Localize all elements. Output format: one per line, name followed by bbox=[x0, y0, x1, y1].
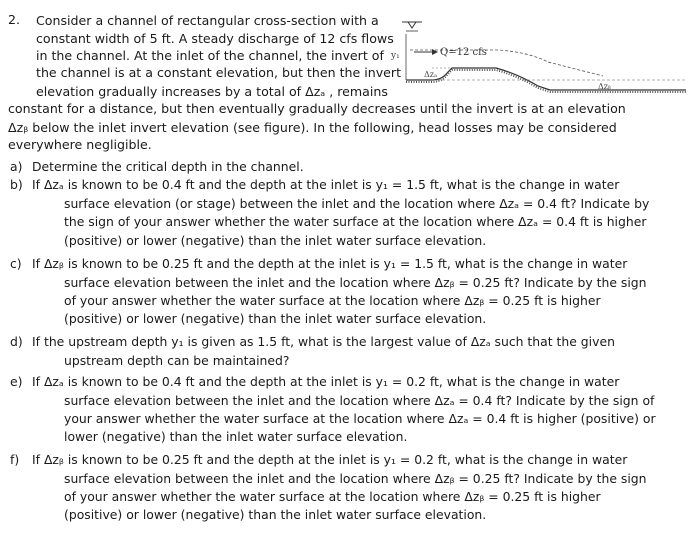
flow-label: Q=12 cfs bbox=[440, 47, 487, 58]
intro-line: elevation gradually increases by a total of Δzₐ , remains bbox=[36, 84, 388, 99]
part-label: d) bbox=[10, 334, 23, 349]
part-line: (positive) or lower (negative) than the inlet water surface elevation. bbox=[64, 233, 487, 248]
part-line: If the upstream depth y₁ is given as 1.5 ft, what is the largest value of Δzₐ such that the given bbox=[32, 334, 615, 349]
part-line: of your answer whether the water surface at the location where Δzᵦ = 0.25 ft is higher bbox=[64, 293, 601, 308]
part-line: If Δzₐ is known to be 0.4 ft and the depth at the inlet is y₁ = 0.2 ft, what is the change in water bbox=[32, 374, 620, 389]
part-label: b) bbox=[10, 177, 23, 192]
part-line: (positive) or lower (negative) than the inlet water surface elevation. bbox=[64, 311, 487, 326]
depth-label: y₁ bbox=[391, 51, 400, 61]
part-line: Determine the critical depth in the channel. bbox=[32, 159, 304, 174]
part-line: If Δzₐ is known to be 0.4 ft and the depth at the inlet is y₁ = 1.5 ft, what is the change in water bbox=[32, 177, 620, 192]
intro-line: Consider a channel of rectangular cross-section with a bbox=[36, 13, 379, 28]
part-line: surface elevation between the inlet and the location where Δzᵦ = 0.25 ft? Indicate by the sign bbox=[64, 471, 647, 486]
intro-line: in the channel. At the inlet of the channel, the invert of bbox=[36, 48, 384, 63]
part-line: your answer whether the water surface at the location where Δzₐ = 0.4 ft is higher (positive) or bbox=[64, 411, 656, 426]
part-line: of your answer whether the water surface at the location where Δzᵦ = 0.25 ft is higher bbox=[64, 489, 601, 504]
part-line: upstream depth can be maintained? bbox=[64, 353, 290, 368]
description-line: Δzᵦ below the inlet invert elevation (see figure). In the following, head losses may be considered bbox=[8, 120, 617, 135]
part-label: f) bbox=[10, 452, 20, 467]
part-line: surface elevation between the inlet and the location where Δzₐ = 0.4 ft? Indicate by the sign of bbox=[64, 393, 655, 408]
part-line: If Δzᵦ is known to be 0.25 ft and the depth at the inlet is y₁ = 1.5 ft, what is the change in water bbox=[32, 256, 628, 271]
intro-line: constant width of 5 ft. A steady discharge of 12 cfs flows bbox=[36, 31, 394, 46]
part-label: e) bbox=[10, 374, 23, 389]
water-surface-marker bbox=[402, 22, 422, 31]
drop-label: Δzᵦ bbox=[598, 82, 611, 91]
description-line: constant for a distance, but then eventually gradually decreases until the invert is at an elevation bbox=[8, 101, 626, 116]
part-label: c) bbox=[10, 256, 22, 271]
problem-number: 2. bbox=[8, 12, 21, 27]
part-line: surface elevation (or stage) between the inlet and the location where Δzₐ = 0.4 ft? Indicate by bbox=[64, 196, 650, 211]
part-line: If Δzᵦ is known to be 0.25 ft and the depth at the inlet is y₁ = 0.2 ft, what is the change in water bbox=[32, 452, 628, 467]
part-line: lower (negative) than the inlet water surface elevation. bbox=[64, 429, 408, 444]
part-line: surface elevation between the inlet and the location where Δzᵦ = 0.25 ft? Indicate by the sign bbox=[64, 275, 647, 290]
part-label: a) bbox=[10, 159, 23, 174]
part-line: the sign of your answer whether the water surface at the location where Δzₐ = 0.4 ft is higher bbox=[64, 214, 647, 229]
rise-label: Δzₐ bbox=[424, 70, 438, 79]
part-line: (positive) or lower (negative) than the inlet water surface elevation. bbox=[64, 507, 487, 522]
water-surface bbox=[410, 50, 603, 76]
intro-line: the channel is at a constant elevation, but then the invert bbox=[36, 65, 402, 80]
description-line: everywhere negligible. bbox=[8, 137, 152, 152]
channel-figure bbox=[388, 10, 688, 102]
